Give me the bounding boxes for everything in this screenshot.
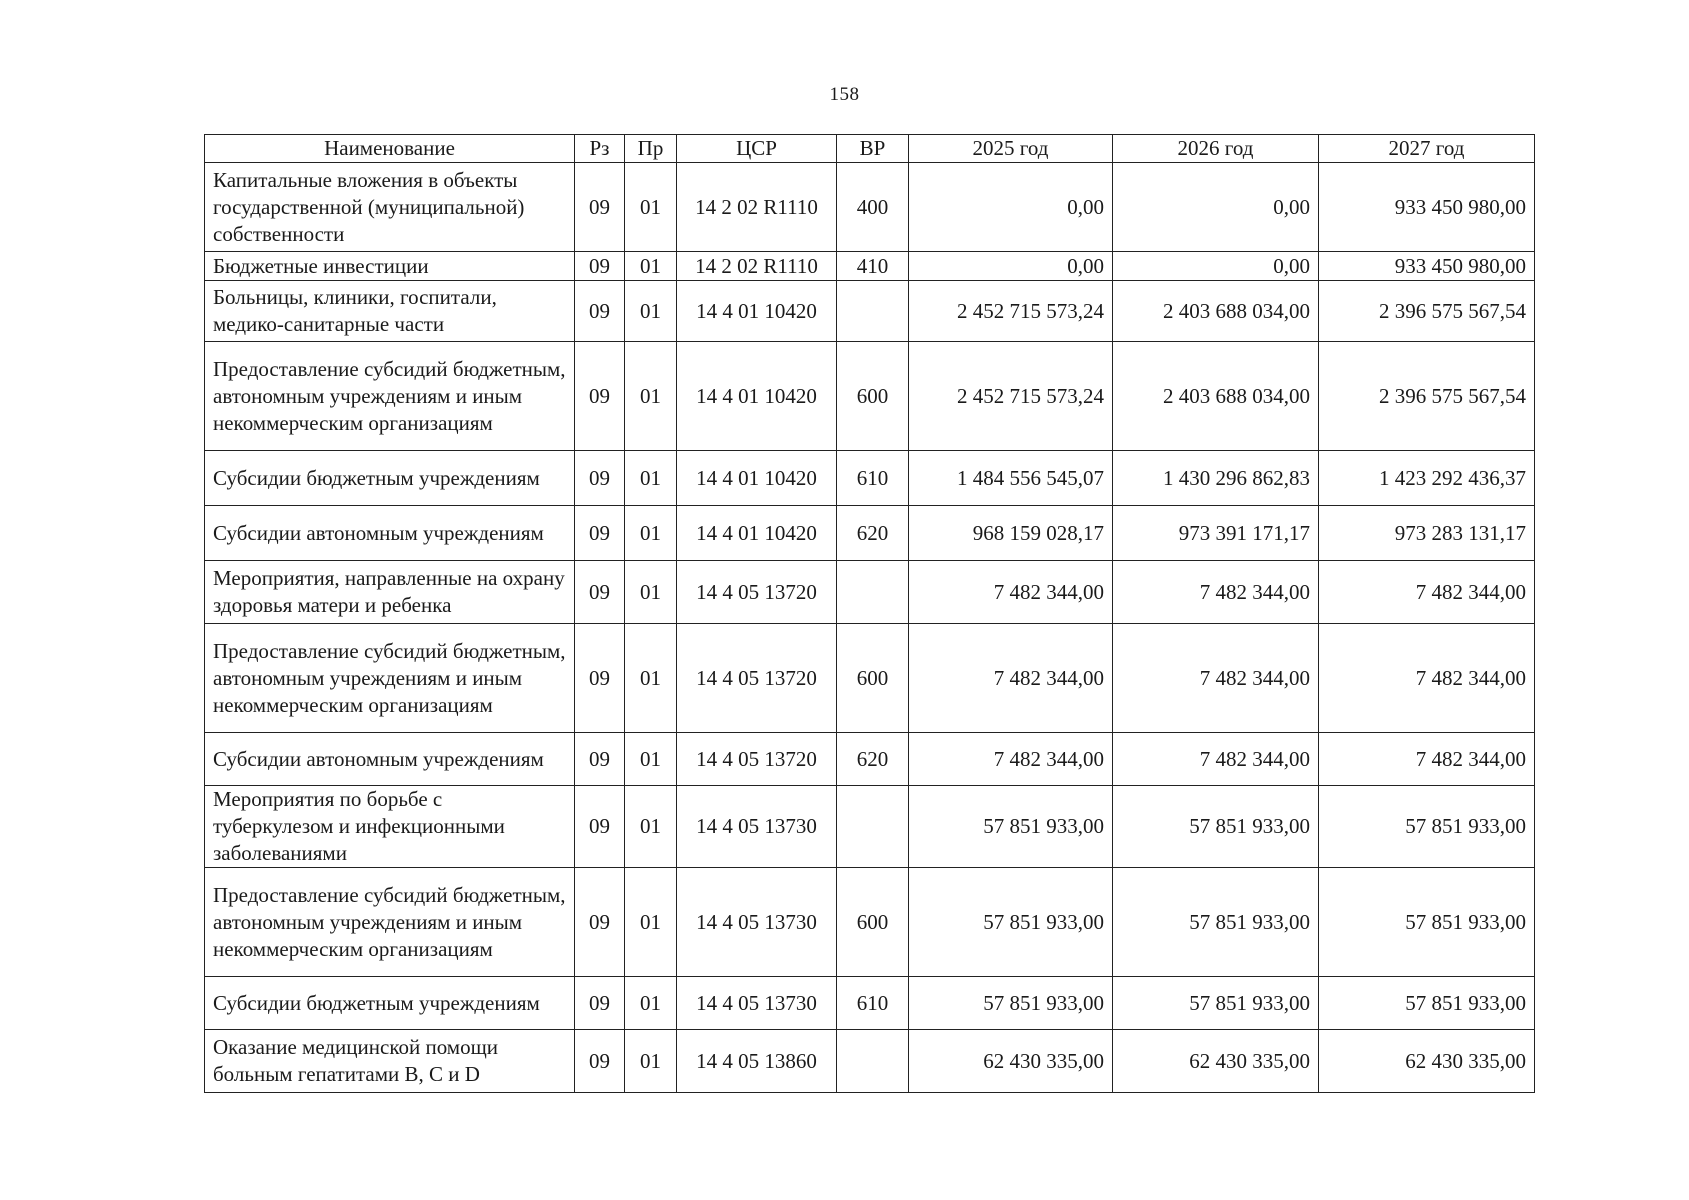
table-row <box>205 163 1535 252</box>
table-row <box>205 1030 1535 1093</box>
table-header-row <box>205 135 1535 163</box>
header-2027: 2027 год <box>1319 135 1535 163</box>
cell-2025: 7 482 344,00 <box>909 624 1113 733</box>
table-row <box>205 624 1535 733</box>
cell-csr: 14 4 05 13730 <box>677 786 837 868</box>
cell-2027: 57 851 933,00 <box>1319 868 1535 977</box>
table-row <box>205 252 1535 281</box>
cell-2027: 7 482 344,00 <box>1319 733 1535 786</box>
cell-2027: 57 851 933,00 <box>1319 977 1535 1030</box>
cell-2026: 2 403 688 034,00 <box>1113 281 1319 342</box>
cell-2027: 973 283 131,17 <box>1319 506 1535 561</box>
table-row <box>205 561 1535 624</box>
cell-2026: 57 851 933,00 <box>1113 868 1319 977</box>
cell-name: Субсидии бюджетным учреждениям <box>205 977 575 1030</box>
cell-pr: 01 <box>625 624 677 733</box>
cell-csr: 14 4 05 13720 <box>677 561 837 624</box>
cell-2025: 0,00 <box>909 163 1113 252</box>
cell-2027: 57 851 933,00 <box>1319 786 1535 868</box>
cell-rz: 09 <box>575 977 625 1030</box>
cell-rz: 09 <box>575 252 625 281</box>
cell-pr: 01 <box>625 786 677 868</box>
cell-2026: 7 482 344,00 <box>1113 561 1319 624</box>
cell-vr <box>837 786 909 868</box>
cell-vr: 620 <box>837 733 909 786</box>
cell-2025: 2 452 715 573,24 <box>909 342 1113 451</box>
cell-name: Субсидии бюджетным учреждениям <box>205 451 575 506</box>
cell-rz: 09 <box>575 733 625 786</box>
cell-2027: 7 482 344,00 <box>1319 561 1535 624</box>
cell-rz: 09 <box>575 624 625 733</box>
cell-2026: 62 430 335,00 <box>1113 1030 1319 1093</box>
cell-name: Предоставление субсидий бюджетным, автономным учреждениям и иным некоммерческим организациям <box>205 868 575 977</box>
cell-rz: 09 <box>575 1030 625 1093</box>
cell-vr: 410 <box>837 252 909 281</box>
table-row <box>205 281 1535 342</box>
cell-pr: 01 <box>625 733 677 786</box>
header-2025: 2025 год <box>909 135 1113 163</box>
cell-name: Субсидии автономным учреждениям <box>205 733 575 786</box>
cell-pr: 01 <box>625 342 677 451</box>
cell-vr: 610 <box>837 451 909 506</box>
table-row <box>205 733 1535 786</box>
cell-2025: 57 851 933,00 <box>909 786 1113 868</box>
cell-pr: 01 <box>625 252 677 281</box>
cell-2025: 2 452 715 573,24 <box>909 281 1113 342</box>
cell-pr: 01 <box>625 977 677 1030</box>
cell-rz: 09 <box>575 163 625 252</box>
header-2026: 2026 год <box>1113 135 1319 163</box>
cell-pr: 01 <box>625 281 677 342</box>
cell-2027: 933 450 980,00 <box>1319 163 1535 252</box>
cell-pr: 01 <box>625 451 677 506</box>
cell-name: Предоставление субсидий бюджетным, автономным учреждениям и иным некоммерческим организациям <box>205 624 575 733</box>
cell-csr: 14 4 01 10420 <box>677 281 837 342</box>
cell-name: Оказание медицинской помощи больным гепатитами В, С и D <box>205 1030 575 1093</box>
cell-rz: 09 <box>575 506 625 561</box>
cell-2027: 7 482 344,00 <box>1319 624 1535 733</box>
cell-rz: 09 <box>575 561 625 624</box>
cell-2025: 968 159 028,17 <box>909 506 1113 561</box>
table-row <box>205 506 1535 561</box>
cell-2026: 1 430 296 862,83 <box>1113 451 1319 506</box>
header-vr: ВР <box>837 135 909 163</box>
cell-csr: 14 4 01 10420 <box>677 451 837 506</box>
cell-2026: 57 851 933,00 <box>1113 786 1319 868</box>
cell-name: Субсидии автономным учреждениям <box>205 506 575 561</box>
table-row <box>205 451 1535 506</box>
cell-pr: 01 <box>625 1030 677 1093</box>
cell-name: Предоставление субсидий бюджетным, автономным учреждениям и иным некоммерческим организациям <box>205 342 575 451</box>
cell-2026: 57 851 933,00 <box>1113 977 1319 1030</box>
cell-csr: 14 4 05 13730 <box>677 868 837 977</box>
cell-2026: 0,00 <box>1113 163 1319 252</box>
cell-csr: 14 2 02 R1110 <box>677 252 837 281</box>
cell-name: Больницы, клиники, госпитали, медико-санитарные части <box>205 281 575 342</box>
cell-vr: 600 <box>837 624 909 733</box>
cell-csr: 14 4 05 13730 <box>677 977 837 1030</box>
cell-csr: 14 4 05 13860 <box>677 1030 837 1093</box>
table-row <box>205 786 1535 868</box>
header-name: Наименование <box>205 135 575 163</box>
cell-vr <box>837 1030 909 1093</box>
cell-vr: 610 <box>837 977 909 1030</box>
cell-vr <box>837 561 909 624</box>
cell-2025: 57 851 933,00 <box>909 977 1113 1030</box>
cell-rz: 09 <box>575 786 625 868</box>
cell-csr: 14 4 05 13720 <box>677 624 837 733</box>
cell-2025: 0,00 <box>909 252 1113 281</box>
cell-2027: 2 396 575 567,54 <box>1319 281 1535 342</box>
cell-rz: 09 <box>575 451 625 506</box>
cell-2025: 1 484 556 545,07 <box>909 451 1113 506</box>
cell-vr: 600 <box>837 868 909 977</box>
cell-pr: 01 <box>625 163 677 252</box>
cell-csr: 14 4 01 10420 <box>677 342 837 451</box>
cell-2025: 7 482 344,00 <box>909 733 1113 786</box>
cell-pr: 01 <box>625 561 677 624</box>
cell-2025: 7 482 344,00 <box>909 561 1113 624</box>
page-number: 158 <box>829 84 860 105</box>
cell-rz: 09 <box>575 281 625 342</box>
cell-2025: 62 430 335,00 <box>909 1030 1113 1093</box>
cell-2027: 933 450 980,00 <box>1319 252 1535 281</box>
cell-2027: 1 423 292 436,37 <box>1319 451 1535 506</box>
cell-rz: 09 <box>575 342 625 451</box>
cell-name: Капитальные вложения в объекты государственной (муниципальной) собственности <box>205 163 575 252</box>
cell-2026: 7 482 344,00 <box>1113 733 1319 786</box>
table-row <box>205 342 1535 451</box>
cell-csr: 14 4 01 10420 <box>677 506 837 561</box>
cell-2026: 0,00 <box>1113 252 1319 281</box>
cell-csr: 14 4 05 13720 <box>677 733 837 786</box>
cell-vr: 620 <box>837 506 909 561</box>
budget-table <box>204 134 1535 1093</box>
cell-vr: 600 <box>837 342 909 451</box>
cell-2026: 2 403 688 034,00 <box>1113 342 1319 451</box>
header-pr: Пр <box>625 135 677 163</box>
header-csr: ЦСР <box>677 135 837 163</box>
cell-vr <box>837 281 909 342</box>
cell-csr: 14 2 02 R1110 <box>677 163 837 252</box>
cell-2026: 973 391 171,17 <box>1113 506 1319 561</box>
cell-name: Мероприятия по борьбе с туберкулезом и инфекционными заболеваниями <box>205 786 575 868</box>
cell-pr: 01 <box>625 506 677 561</box>
table-row <box>205 868 1535 977</box>
cell-name: Бюджетные инвестиции <box>205 252 575 281</box>
cell-2026: 7 482 344,00 <box>1113 624 1319 733</box>
cell-2027: 2 396 575 567,54 <box>1319 342 1535 451</box>
cell-rz: 09 <box>575 868 625 977</box>
header-rz: Рз <box>575 135 625 163</box>
cell-2025: 57 851 933,00 <box>909 868 1113 977</box>
cell-name: Мероприятия, направленные на охрану здоровья матери и ребенка <box>205 561 575 624</box>
cell-pr: 01 <box>625 868 677 977</box>
cell-2027: 62 430 335,00 <box>1319 1030 1535 1093</box>
table-row <box>205 977 1535 1030</box>
cell-vr: 400 <box>837 163 909 252</box>
